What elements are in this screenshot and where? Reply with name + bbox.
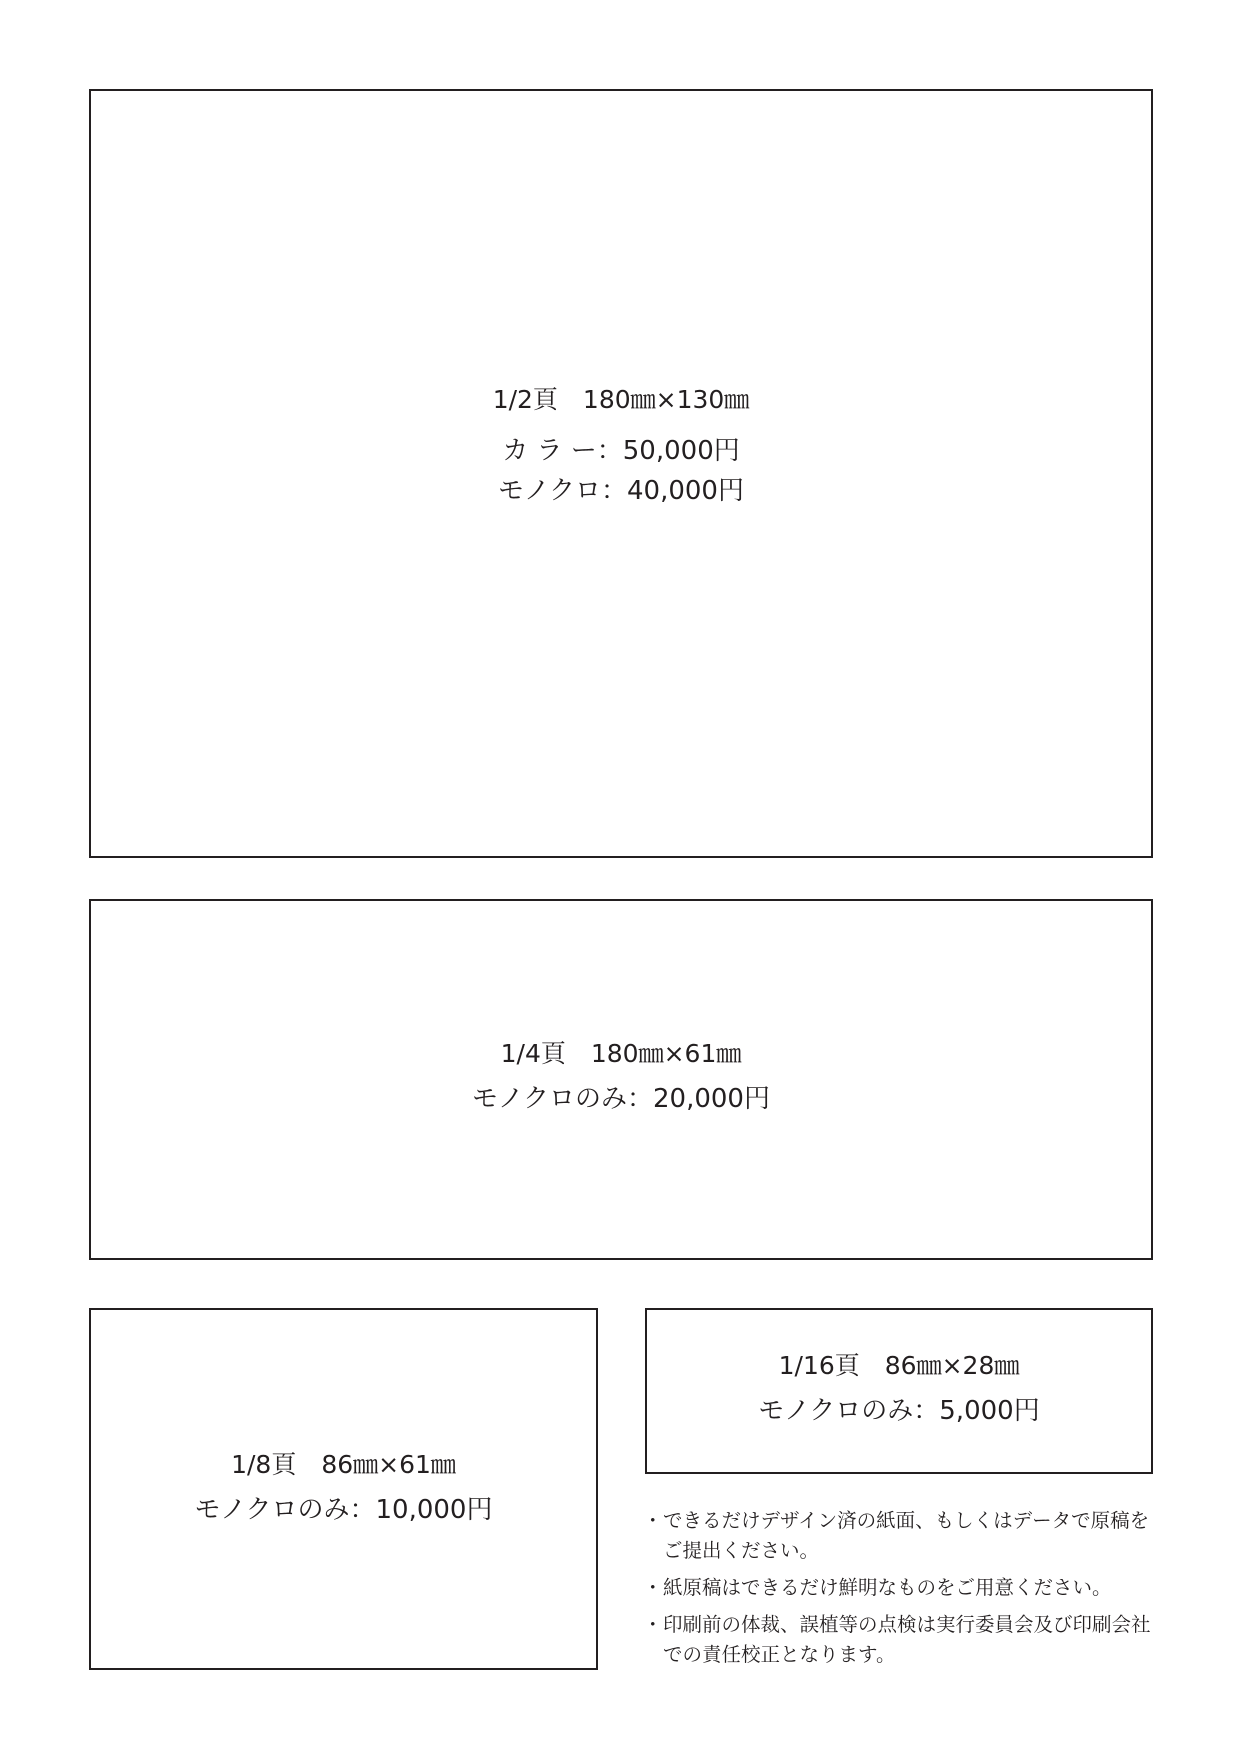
ad-eighth-page-size: 1/8頁 86㎜×61㎜ [231,1449,456,1479]
note-bullet: ・ [643,1576,663,1599]
ad-sixteenth-page-size: 1/16頁 86㎜×28㎜ [778,1350,1020,1380]
note-item [643,1573,1163,1603]
ad-half-page-mono-price: モノクロ：40,000円 [498,476,744,506]
submission-notes [643,1506,1163,1677]
note-text: できるだけデザイン済の紙面、もしくはデータで原稿をご提出ください。 [663,1509,1150,1562]
note-bullet: ・ [643,1613,663,1636]
note-text: 印刷前の体裁、誤植等の点検は実行委員会及び印刷会社での責任校正となります。 [663,1613,1151,1666]
ad-half-page-size: 1/2頁 180㎜×130㎜ [492,385,750,414]
ad-quarter-page-box [89,899,1153,1260]
note-text: 紙原稿はできるだけ鮮明なものをご用意ください。 [663,1576,1112,1599]
ad-eighth-page-price: モノクロのみ：10,000円 [194,1494,493,1525]
ad-half-page-box [89,89,1153,858]
note-bullet: ・ [643,1509,663,1532]
ad-sixteenth-page-box [645,1308,1153,1474]
ad-eighth-page-box [89,1308,598,1670]
ad-quarter-page-size: 1/4頁 180㎜×61㎜ [500,1039,742,1068]
note-item [643,1610,1163,1670]
ad-half-page-color-price: カ ラ ー：50,000円 [502,436,740,466]
note-item [643,1506,1163,1566]
ad-quarter-page-price: モノクロのみ：20,000円 [472,1084,770,1114]
ad-sixteenth-page-price: モノクロのみ：5,000円 [758,1395,1040,1426]
